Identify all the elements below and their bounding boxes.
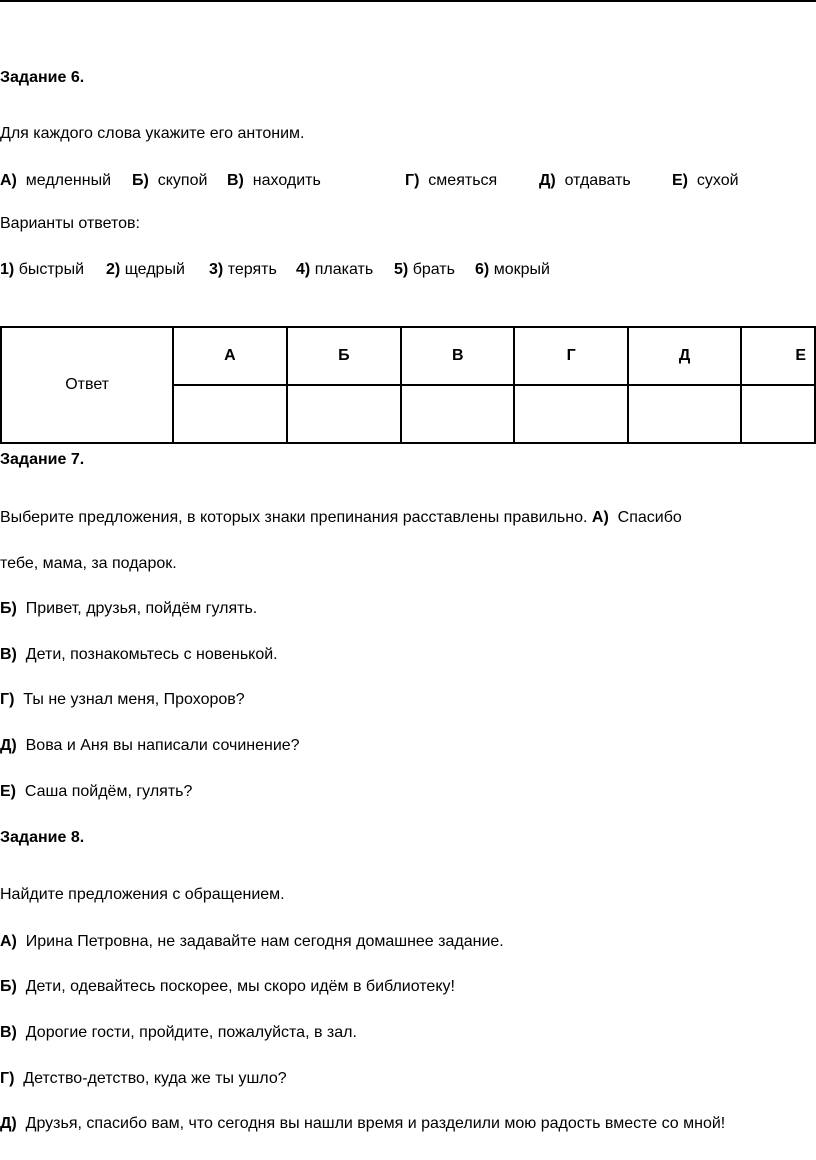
variant-4: 4) плакать [296, 261, 374, 278]
task8-title: Задание 8. [0, 829, 85, 846]
top-rule [0, 0, 816, 2]
variant-5: 5) брать [394, 261, 455, 278]
word-v: В) находить [227, 172, 321, 189]
task8-item-b: Б) Дети, одевайтесь поскорее, мы скоро идём в библиотеку! [0, 978, 455, 995]
task7-item-b: Б) Привет, друзья, пойдём гулять. [0, 600, 258, 617]
task8-instruction: Найдите предложения с обращением. [0, 886, 285, 903]
task6-words [0, 171, 739, 191]
answer-cell-e[interactable] [741, 385, 815, 443]
variant-6: 6) мокрый [475, 261, 550, 278]
column-header-a: А [173, 327, 286, 385]
answer-cell-d[interactable] [628, 385, 741, 443]
column-header-g: Г [514, 327, 627, 385]
variant-3: 3) терять [209, 261, 277, 278]
column-header-v: В [401, 327, 514, 385]
task6-variants-label: Варианты ответов: [0, 215, 140, 232]
task7-instruction: Выберите предложения, в которых знаки препинания расставлены правильно. А) Спасибо [0, 509, 682, 526]
variant-1: 1) быстрый [0, 261, 85, 278]
task7-item-d: Д) Вова и Аня вы написали сочинение? [0, 737, 300, 754]
task8-item-g: Г) Детство-детство, куда же ты ушло? [0, 1070, 287, 1087]
word-g: Г) смеяться [405, 172, 498, 189]
answer-cell-g[interactable] [514, 385, 627, 443]
task8-item-a: А) Ирина Петровна, не задавайте нам сегодня домашнее задание. [0, 933, 504, 950]
column-header-e: Е [741, 327, 815, 385]
task7-item-v: В) Дети, познакомьтесь с новенькой. [0, 646, 278, 663]
variant-2: 2) щедрый [106, 261, 185, 278]
task7-item-a-continuation: тебе, мама, за подарок. [0, 555, 177, 572]
task7-item-g: Г) Ты не узнал меня, Прохоров? [0, 691, 245, 708]
word-b: Б) скупой [132, 172, 208, 189]
answer-label-cell: Ответ [1, 327, 173, 443]
word-a: А) медленный [0, 172, 112, 189]
answer-cell-a[interactable] [173, 385, 286, 443]
answer-cell-v[interactable] [401, 385, 514, 443]
answer-cell-b[interactable] [287, 385, 401, 443]
task7-title: Задание 7. [0, 451, 85, 468]
column-header-d: Д [628, 327, 741, 385]
word-e: Е) сухой [672, 172, 739, 189]
answer-table [0, 326, 816, 444]
task8-item-v: В) Дорогие гости, пройдите, пожалуйста, в зал. [0, 1024, 357, 1041]
task6-instruction: Для каждого слова укажите его антоним. [0, 125, 305, 142]
task6-title: Задание 6. [0, 69, 85, 86]
task6-variants [0, 260, 550, 280]
task7-item-e: Е) Саша пойдём, гулять? [0, 783, 193, 800]
task8-item-d: Д) Друзья, спасибо вам, что сегодня вы нашли время и разделили мою радость вместе со мной! [0, 1115, 726, 1132]
column-header-b: Б [287, 327, 401, 385]
word-d: Д) отдавать [539, 172, 631, 189]
